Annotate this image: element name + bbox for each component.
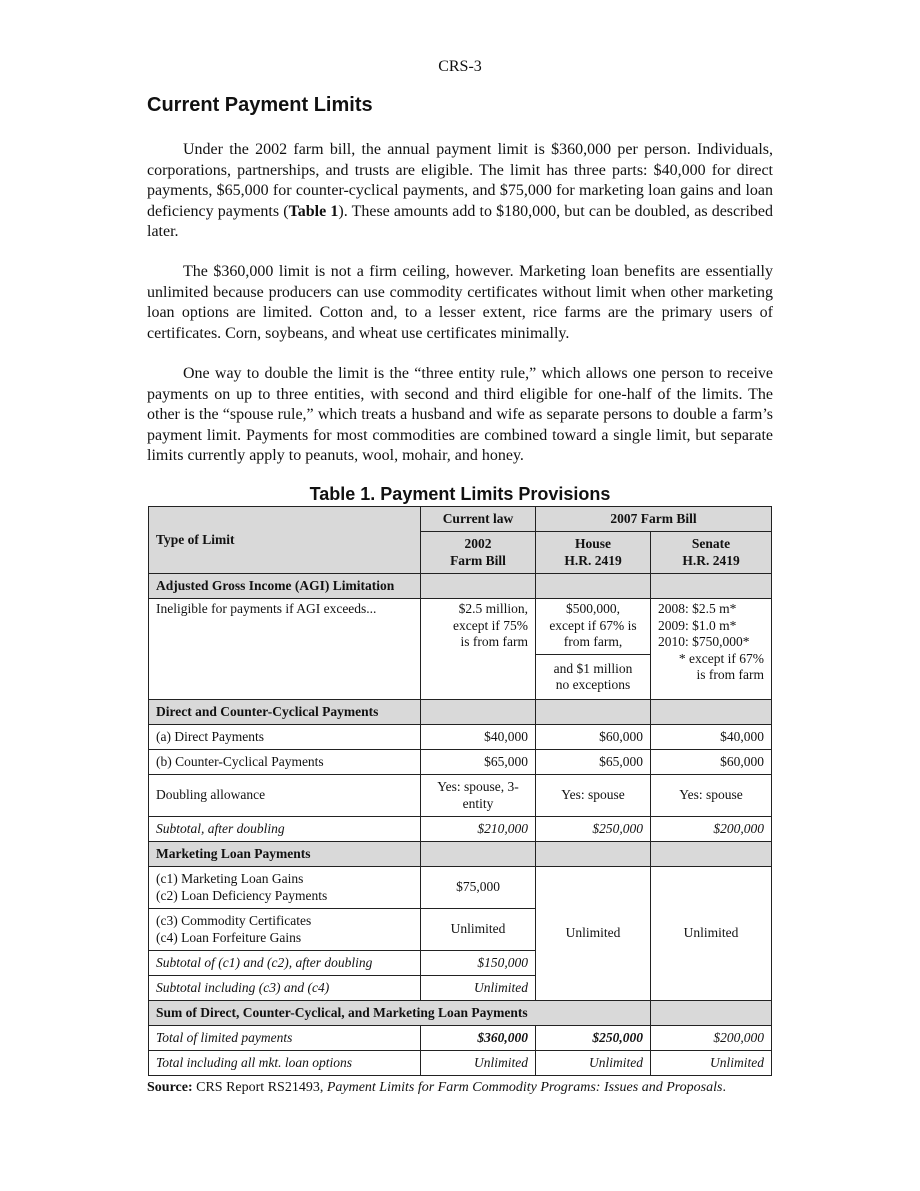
- cell-house: and $1 million no exceptions: [536, 655, 651, 700]
- table-row: (a) Direct Payments $40,000 $60,000 $40,000: [149, 725, 772, 750]
- section-row-marketing-loan: Marketing Loan Payments: [149, 842, 772, 867]
- column-header-2007-farm-bill: 2007 Farm Bill: [536, 507, 772, 532]
- cell-house: $500,000, except if 67% is from farm,: [536, 599, 651, 655]
- table-row: (c3) Commodity Certificates (c4) Loan Forfeiture Gains Unlimited: [149, 909, 772, 951]
- cell-senate: 2008: $2.5 m* 2009: $1.0 m* 2010: $750,000* * except if 67% is from farm: [651, 599, 772, 700]
- total-row: Total including all mkt. loan options Unlimited Unlimited Unlimited: [149, 1051, 772, 1076]
- section-row-agi: Adjusted Gross Income (AGI) Limitation: [149, 574, 772, 599]
- table-row: [149, 599, 772, 655]
- page-number: CRS-3: [438, 58, 482, 75]
- subtotal-row: Subtotal including (c3) and (c4) Unlimited: [149, 976, 772, 1001]
- paragraph-3: One way to double the limit is the “three entity rule,” which allows one person to receive payments on up to three entities, with second and third eligible for one-half of the limits. The other is the “spouse rule,” which treats a husband and wife as separate persons to double a farm’s payment limit. Payments for most commodities are combined toward a single limit, but separate limits currently apply to peanuts, wool, mohair, and honey.: [147, 365, 773, 464]
- paragraph-2: The $360,000 limit is not a firm ceiling, however. Marketing loan benefits are essentially unlimited because producers can use commodity certificates without limit when other marketing loan options are limited. Cotton and, to a lesser extent, rice farms are the primary users of certificates. Corn, soybeans, and wheat use certificates minimally.: [147, 263, 773, 342]
- cell-house-unlimited: Unlimited: [536, 867, 651, 1001]
- section-row-sum: Sum of Direct, Counter-Cyclical, and Marketing Loan Payments: [149, 1001, 772, 1026]
- row-label: Ineligible for payments if AGI exceeds...: [149, 599, 421, 700]
- column-header-current-law: Current law: [421, 507, 536, 532]
- subtotal-row: Subtotal, after doubling $210,000 $250,000 $200,000: [149, 817, 772, 842]
- paragraph-1: Under the 2002 farm bill, the annual payment limit is $360,000 per person. Individuals, corporations, partnerships, and trusts are eligible. The limit has three parts: $40,000 for direct payments, $65,000 for counter-cyclical payments, and $75,000 for marketing loan gains and loan deficiency payments (Table 1). These amounts add to $180,000, but can be doubled, as described later.: [147, 141, 773, 240]
- column-header-senate: Senate H.R. 2419: [651, 532, 772, 574]
- table-row: Doubling allowance Yes: spouse, 3- entity Yes: spouse Yes: spouse: [149, 775, 772, 817]
- cell-2002: $2.5 million, except if 75% is from farm: [421, 599, 536, 700]
- column-header-house: House H.R. 2419: [536, 532, 651, 574]
- table-row: (c1) Marketing Loan Gains (c2) Loan Deficiency Payments $75,000 Unlimited Unlimited: [149, 867, 772, 909]
- section-row-direct-countercyclical: Direct and Counter-Cyclical Payments: [149, 700, 772, 725]
- section-title: Current Payment Limits: [147, 94, 373, 116]
- table-source-note: Source: CRS Report RS21493, Payment Limits for Farm Commodity Programs: Issues and Proposals.: [147, 1080, 726, 1095]
- subtotal-row: Subtotal of (c1) and (c2), after doubling $150,000: [149, 951, 772, 976]
- table-row: (b) Counter-Cyclical Payments $65,000 $65,000 $60,000: [149, 750, 772, 775]
- table-title: Table 1. Payment Limits Provisions: [309, 484, 611, 504]
- table-reference: Table 1: [288, 202, 339, 220]
- column-header-2002: 2002 Farm Bill: [421, 532, 536, 574]
- column-header-type: Type of Limit: [149, 507, 421, 574]
- cell-senate-unlimited: Unlimited: [651, 867, 772, 1001]
- total-row: Total of limited payments $360,000 $250,000 $200,000: [149, 1026, 772, 1051]
- payment-limits-table: [148, 506, 772, 1076]
